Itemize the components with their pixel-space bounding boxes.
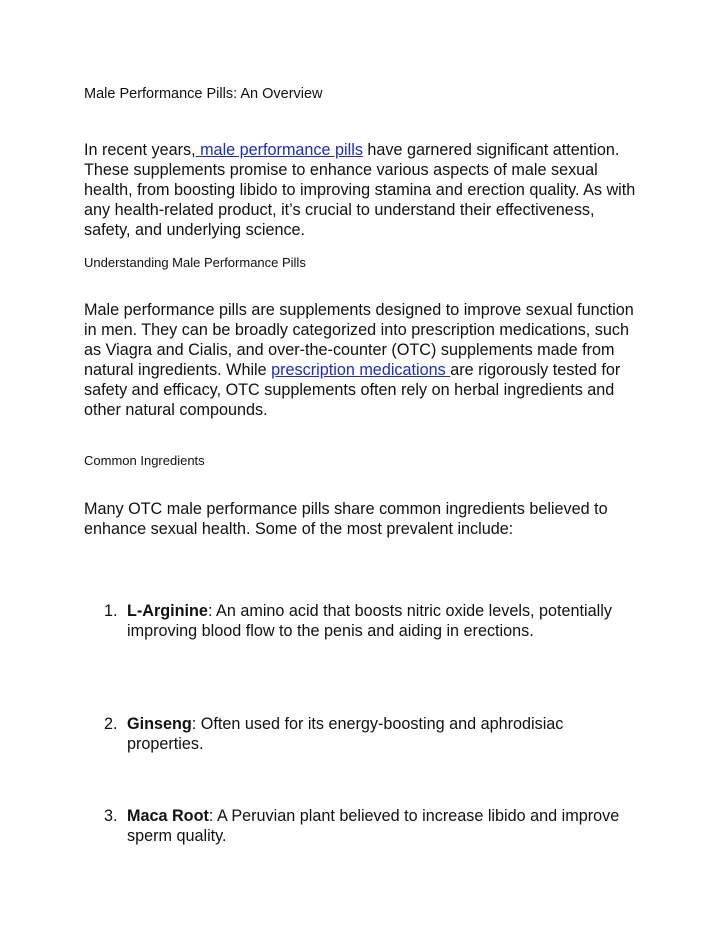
list-item-ginseng [104, 714, 627, 754]
list-number: 3. [104, 807, 118, 825]
prescription-medications-link[interactable]: prescription medications [271, 361, 451, 379]
page-title: Male Performance Pills: An Overview [84, 86, 323, 102]
understanding-paragraph [84, 300, 644, 420]
intro-text-start: In recent years, [84, 141, 196, 159]
intro-text-end: have garnered significant attention. These supplements promise to enhance various aspects of male sexual health, from boosting libido to improving stamina and erection quality. As with any health-related product, it’s crucial to understand their effectiveness, safety, and underlying science. [84, 141, 636, 239]
ingredient-description: : Often used for its energy-boosting and aphrodisiac properties. [127, 715, 564, 753]
list-number: 2. [104, 715, 118, 733]
ingredient-name: Maca Root [127, 807, 209, 825]
list-number: 1. [104, 602, 118, 620]
understanding-text-end: are rigorously tested for safety and efficacy, OTC supplements often rely on herbal ingredients and other natural compounds. [84, 361, 621, 419]
male-performance-pills-link[interactable]: male performance pills [195, 141, 363, 159]
understanding-text-start: Male performance pills are supplements designed to improve sexual function in men. They can be broadly categorized into prescription medications, such as Viagra and Cialis, and over-the-counter (OTC) supplements made from natural ingredients. While [84, 301, 634, 379]
section-heading-ingredients: Common Ingredients [84, 453, 205, 468]
list-item-maca-root [104, 806, 627, 846]
ingredients-intro-paragraph: Many OTC male performance pills share common ingredients believed to enhance sexual health. Some of the most prevalent include: [84, 500, 608, 538]
ingredient-description: : An amino acid that boosts nitric oxide levels, potentially improving blood flow to the penis and aiding in erections. [127, 602, 612, 640]
ingredient-description: : A Peruvian plant believed to increase libido and improve sperm quality. [127, 807, 620, 845]
list-item-l-arginine [104, 601, 627, 641]
intro-paragraph [84, 140, 644, 240]
section-heading-understanding: Understanding Male Performance Pills [84, 255, 306, 270]
ingredient-name: Ginseng [127, 715, 192, 733]
ingredient-name: L-Arginine [127, 602, 208, 620]
